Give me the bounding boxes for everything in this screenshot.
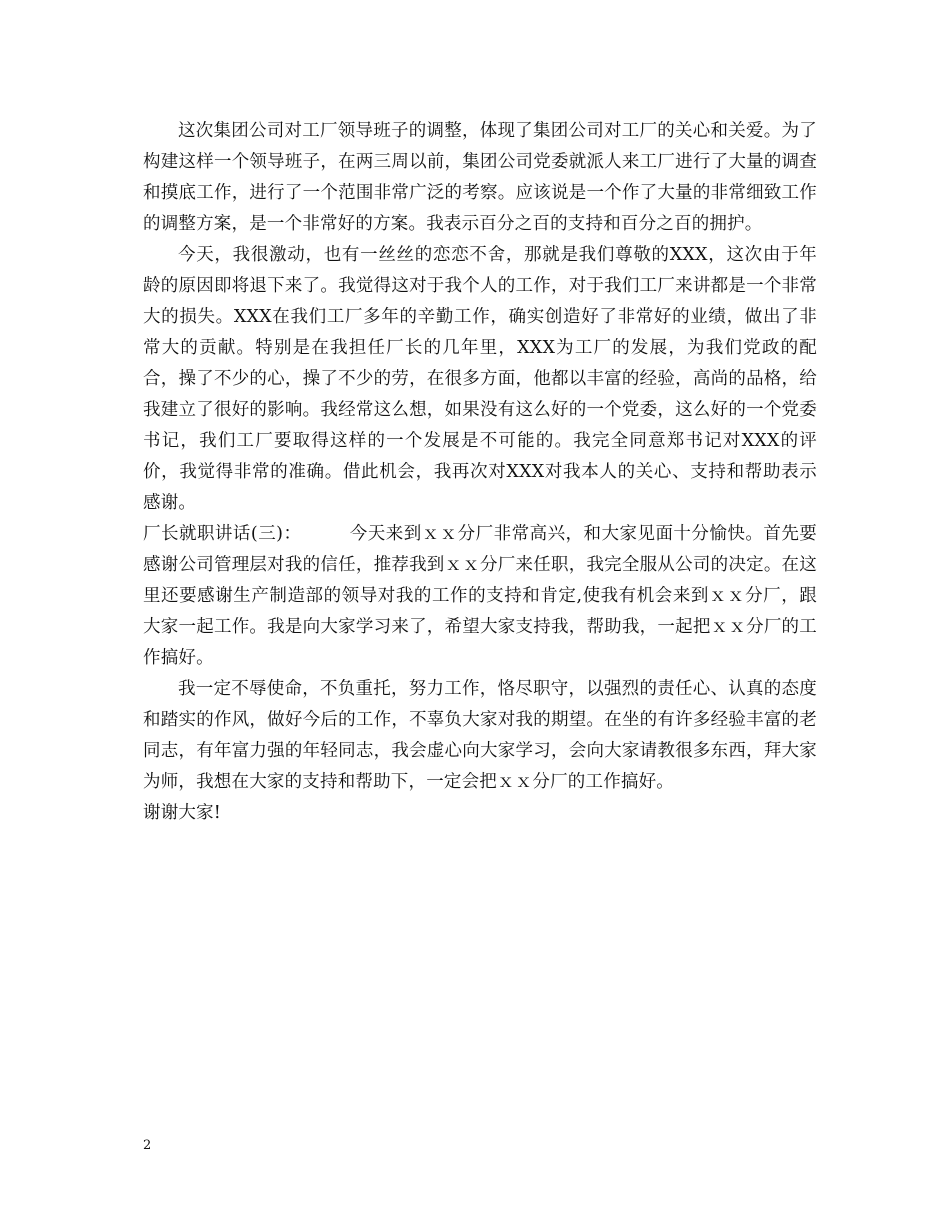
section-heading: 厂长就职讲话(三)： xyxy=(143,524,302,544)
page-number: 2 xyxy=(143,1138,152,1153)
paragraph-1: 这次集团公司对工厂领导班子的调整，体现了集团公司对工厂的关心和关爱。为了构建这样一个领导班子，在两三周以前，集团公司党委就派人来工厂进行了大量的调查和摸底工作，进行了一个范围非常广泛的考察。应该说是一个作了大量的非常细致工作的调整方案，是一个非常好的方案。我表示百分之百的支持和百分之百的拥护。 xyxy=(143,121,817,234)
section-paragraph-1-text: 今天来到ｘｘ分厂非常高兴，和大家见面十分愉快。首先要感谢公司管理层对我的信任，推荐我到ｘｘ分厂来任职，我完全服从公司的决定。在这里还要感谢生产制造部的领导对我的工作的支持和肯定,使我有机会来到ｘｘ分厂，跟大家一起工作。我是向大家学习来了，希望大家支持我，帮助我，一起把ｘｘ分厂的工作搞好。 xyxy=(143,524,818,668)
paragraph-2: 今天，我很激动，也有一丝丝的恋恋不舍，那就是我们尊敬的XXX，这次由于年龄的原因即将退下来了。我觉得这对于我个人的工作，对于我们工厂来讲都是一个非常大的损失。XXX在我们工厂多年的辛勤工作，确实创造好了非常好的业绩，做出了非常大的贡献。特别是在我担任厂长的几年里，XXX为工厂的发展，为我们党政的配合，操了不少的心，操了不少的劳，在很多方面，他都以丰富的经验，高尚的品格，给我建立了很好的影响。我经常这么想，如果没有这么好的一个党委，这么好的一个党委书记，我们工厂要取得这样的一个发展是不可能的。我完全同意郑书记对XXX的评价，我觉得非常的准确。借此机会，我再次对XXX对我本人的关心、支持和帮助表示感谢。 xyxy=(143,245,817,513)
closing-line: 谢谢大家! xyxy=(143,803,222,823)
section-paragraph-1 xyxy=(143,519,817,674)
document-body xyxy=(143,116,817,829)
section-paragraph-2: 我一定不辱使命，不负重托，努力工作，恪尽职守，以强烈的责任心、认真的态度和踏实的作风，做好今后的工作，不辜负大家对我的期望。在坐的有许多经验丰富的老同志，有年富力强的年轻同志，我会虚心向大家学习，会向大家请教很多东西，拜大家为师，我想在大家的支持和帮助下，一定会把ｘｘ分厂的工作搞好。 xyxy=(143,679,817,792)
